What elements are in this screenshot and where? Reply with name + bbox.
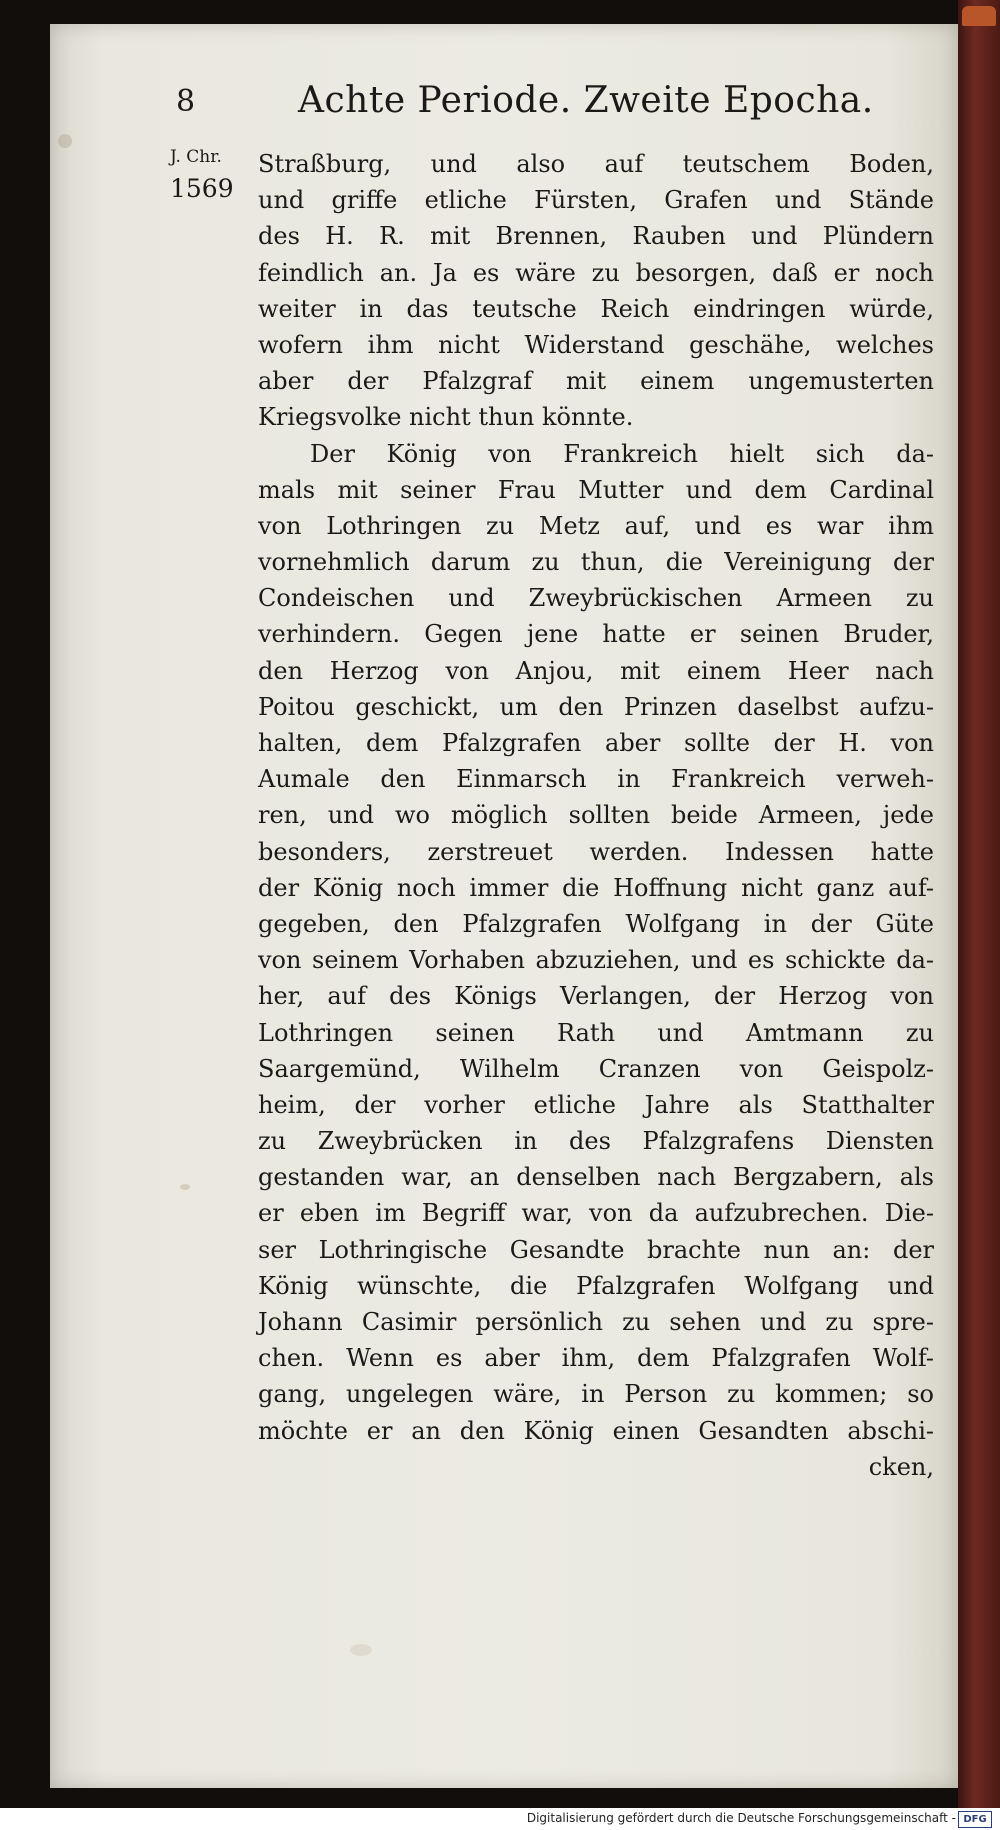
- text-line: feindlich an. Ja es wäre zu besorgen, daß er noch: [258, 258, 934, 287]
- text-line: gegeben, den Pfalzgrafen Wolfgang in der Güte: [258, 909, 934, 938]
- page-number: 8: [176, 84, 196, 119]
- book-spine: [958, 0, 1000, 1808]
- dfg-credit: Digitalisierung gefördert durch die Deutsche Forschungsgemeinschaft -: [526, 1811, 956, 1825]
- text-line: besonders, zerstreuet werden. Indessen hatte: [258, 837, 934, 866]
- catchword: cken,: [868, 1452, 934, 1481]
- margin-era: J. Chr.: [170, 147, 222, 167]
- text-line: weiter in das teutsche Reich eindringen würde,: [258, 294, 934, 323]
- text-line: heim, der vorher etliche Jahre als Statthalter: [258, 1090, 934, 1119]
- text-line: gang, ungelegen wäre, in Person zu kommen; so: [258, 1380, 934, 1409]
- text-line: Saargemünd, Wilhelm Cranzen von Geispolz-: [258, 1054, 934, 1083]
- text-line: halten, dem Pfalzgrafen aber sollte der H. von: [258, 729, 934, 757]
- running-head: [176, 74, 896, 134]
- text-line: möchte er an den König einen Gesandten abschi-: [258, 1416, 934, 1445]
- margin-year: 1569: [170, 174, 234, 203]
- text-line: Der König von Frankreich hielt sich da-: [310, 439, 934, 468]
- text-line: von Lothringen zu Metz auf, und es war ihm: [258, 511, 934, 540]
- text-line: er eben im Begriff war, von da aufzubrechen. Die-: [258, 1199, 934, 1228]
- running-title: Achte Periode. Zweite Epocha.: [298, 80, 874, 121]
- text-line: her, auf des Königs Verlangen, der Herzog von: [258, 982, 934, 1011]
- text-line: vornehmlich darum zu thun, die Vereinigung der: [258, 548, 934, 577]
- digitization-footer: [0, 1808, 1000, 1830]
- text-line: verhindern. Gegen jene hatte er seinen Bruder,: [258, 620, 934, 649]
- spine-headband: [962, 6, 996, 26]
- text-line: und griffe etliche Fürsten, Grafen und Stände: [258, 186, 934, 215]
- text-line: des H. R. mit Brennen, Rauben und Plündern: [258, 222, 934, 251]
- body-text: [258, 146, 934, 1485]
- text-line: chen. Wenn es aber ihm, dem Pfalzgrafen Wolf-: [258, 1344, 934, 1373]
- text-line: Condeischen und Zweybrückischen Armeen zu: [258, 584, 934, 613]
- text-line: Johann Casimir persönlich zu sehen und zu spre-: [258, 1308, 934, 1336]
- text-line: zu Zweybrücken in des Pfalzgrafens Diensten: [258, 1127, 934, 1156]
- text-line: gestanden war, an denselben nach Bergzabern, als: [258, 1163, 934, 1192]
- text-line: König wünschte, die Pfalzgrafen Wolfgang und: [258, 1271, 934, 1300]
- text-line: Kriegsvolke nicht thun könnte.: [258, 403, 634, 432]
- paper-stain: [58, 134, 72, 148]
- text-line: aber der Pfalzgraf mit einem ungemusterten: [258, 367, 934, 396]
- text-line: der König noch immer die Hoffnung nicht ganz auf-: [258, 873, 934, 902]
- text-line: wofern ihm nicht Widerstand geschähe, welches: [258, 330, 934, 359]
- text-line: den Herzog von Anjou, mit einem Heer nach: [258, 656, 934, 685]
- text-line: Aumale den Einmarsch in Frankreich verweh-: [258, 765, 934, 794]
- text-line: von seinem Vorhaben abzuziehen, und es schickte da-: [258, 946, 934, 975]
- margin-date-note: [170, 146, 262, 204]
- text-line: Lothringen seinen Rath und Amtmann zu: [258, 1018, 934, 1047]
- text-line: ser Lothringische Gesandte brachte nun an: der: [258, 1235, 934, 1264]
- text-line: ren, und wo möglich sollten beide Armeen, jede: [258, 801, 934, 830]
- paper-stain: [350, 1644, 372, 1656]
- text-line: Straßburg, und also auf teutschem Boden,: [258, 150, 934, 178]
- dfg-logo-icon: DFG: [958, 1811, 992, 1828]
- paper-stain: [180, 1184, 190, 1190]
- text-line: Poitou geschickt, um den Prinzen daselbst aufzu-: [258, 692, 934, 721]
- text-line: mals mit seiner Frau Mutter und dem Cardinal: [258, 475, 934, 504]
